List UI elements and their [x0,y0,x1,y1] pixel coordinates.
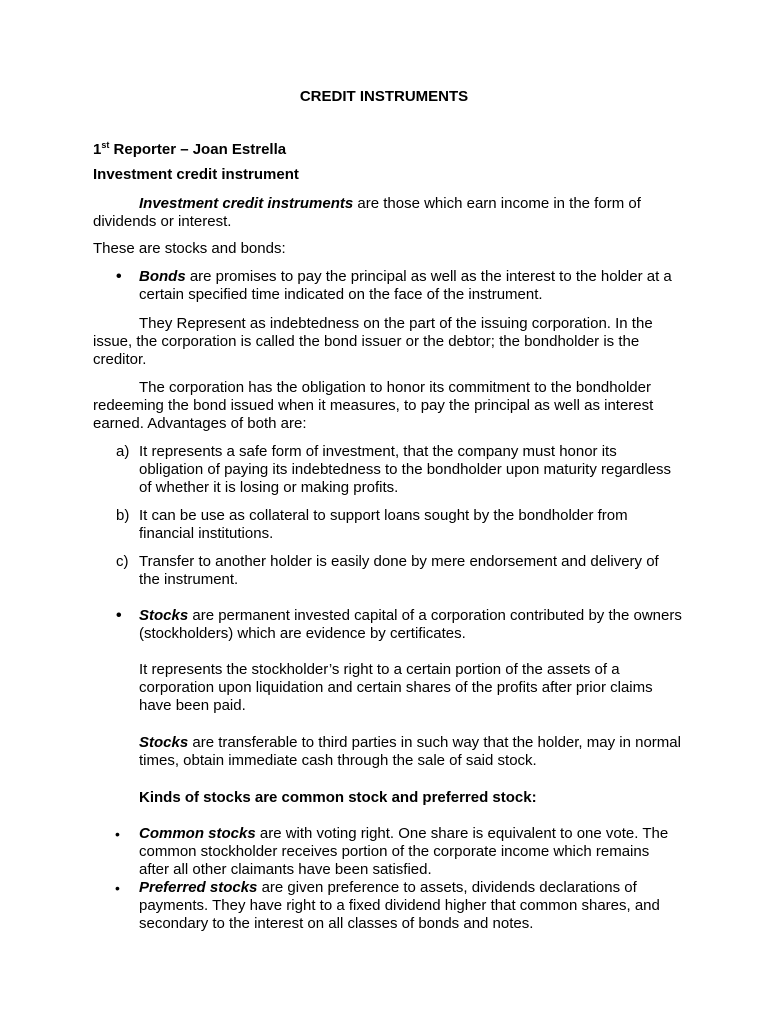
kinds-heading: Kinds of stocks are common stock and preferred stock: [139,789,537,806]
reporter-ordinal: 1 [93,141,102,158]
bonds-item [139,268,683,304]
bonds-term: Bonds [139,268,186,285]
paragraph-represent: They Represent as indebtedness on the part of the issuing corporation. In the issue, the corporation is called the bond issuer or the debtor; the bondholder is the creditor. [93,315,653,368]
bonds-bullet: • [116,268,122,285]
intro-text: are those which earn income in the form of dividends or interest. [93,195,641,230]
preferred-term: Preferred stocks [139,879,258,896]
stocks-transferable-term: Stocks [139,734,189,751]
common-bullet: • [115,826,120,842]
stocks-item [139,607,683,643]
common-term: Common stocks [139,825,256,842]
stocks-term: Stocks [139,607,189,624]
advantage-item-b: It can be use as collateral to support loans sought by the bondholder from financial institutions. [139,507,628,542]
paragraph-stock-rights: It represents the stockholder’s right to a certain portion of the assets of a corporation upon liquidation and certain shares of the profits after prior claims have been paid. [139,661,653,714]
document-title: CREDIT INSTRUMENTS [299,88,469,105]
advantage-item-a: It represents a safe form of investment, that the company must honor its obligation of paying its indebtedness to the bondholder upon maturity regardless of whether it is losing or making profits. [139,443,672,496]
preferred-stocks-item [139,879,683,933]
paragraph-obligation: The corporation has the obligation to honor its commitment to the bondholder redeeming the bond issued when it measures, to pay the principal as well as interest earned. Advantages of both are: [93,379,654,432]
reporter-line [93,141,683,159]
reporter-ordinal-suffix: st [101,140,110,150]
common-stocks-item [139,825,683,879]
stocks-text: are permanent invested capital of a corporation contributed by the owners (stockholders) which are evidence by certificates. [139,607,682,642]
preferred-text: are given preference to assets, dividends declarations of payments. They have right to a fixed dividend higher that common shares, and secondary to the interest on all classes of bonds and notes. [139,879,660,932]
advantage-marker-b: b) [116,507,130,524]
advantage-item-c: Transfer to another holder is easily done by mere endorsement and delivery of the instrument. [139,553,659,588]
intro-term: Investment credit instruments [139,195,354,212]
stocks-bullet: • [116,607,122,624]
section-heading: Investment credit instrument [93,166,299,183]
stocks-bonds-line: These are stocks and bonds: [93,240,286,257]
advantage-marker-a: a) [116,443,130,460]
bonds-text: are promises to pay the principal as well as the interest to the holder at a certain specified time indicated on the face of the instrument. [139,268,672,303]
preferred-bullet: • [115,880,120,896]
advantage-marker-c: c) [116,553,129,570]
reporter-name: Reporter – Joan Estrella [109,141,287,158]
common-text: are with voting right. One share is equivalent to one vote. The common stockholder receives portion of the corporate income which remains after all other claimants have been satisfied. [139,825,669,878]
intro-paragraph [93,195,683,231]
stocks-transferable [139,734,683,770]
stocks-transferable-text: are transferable to third parties in such way that the holder, may in normal times, obtain immediate cash through the sale of said stock. [139,734,681,769]
